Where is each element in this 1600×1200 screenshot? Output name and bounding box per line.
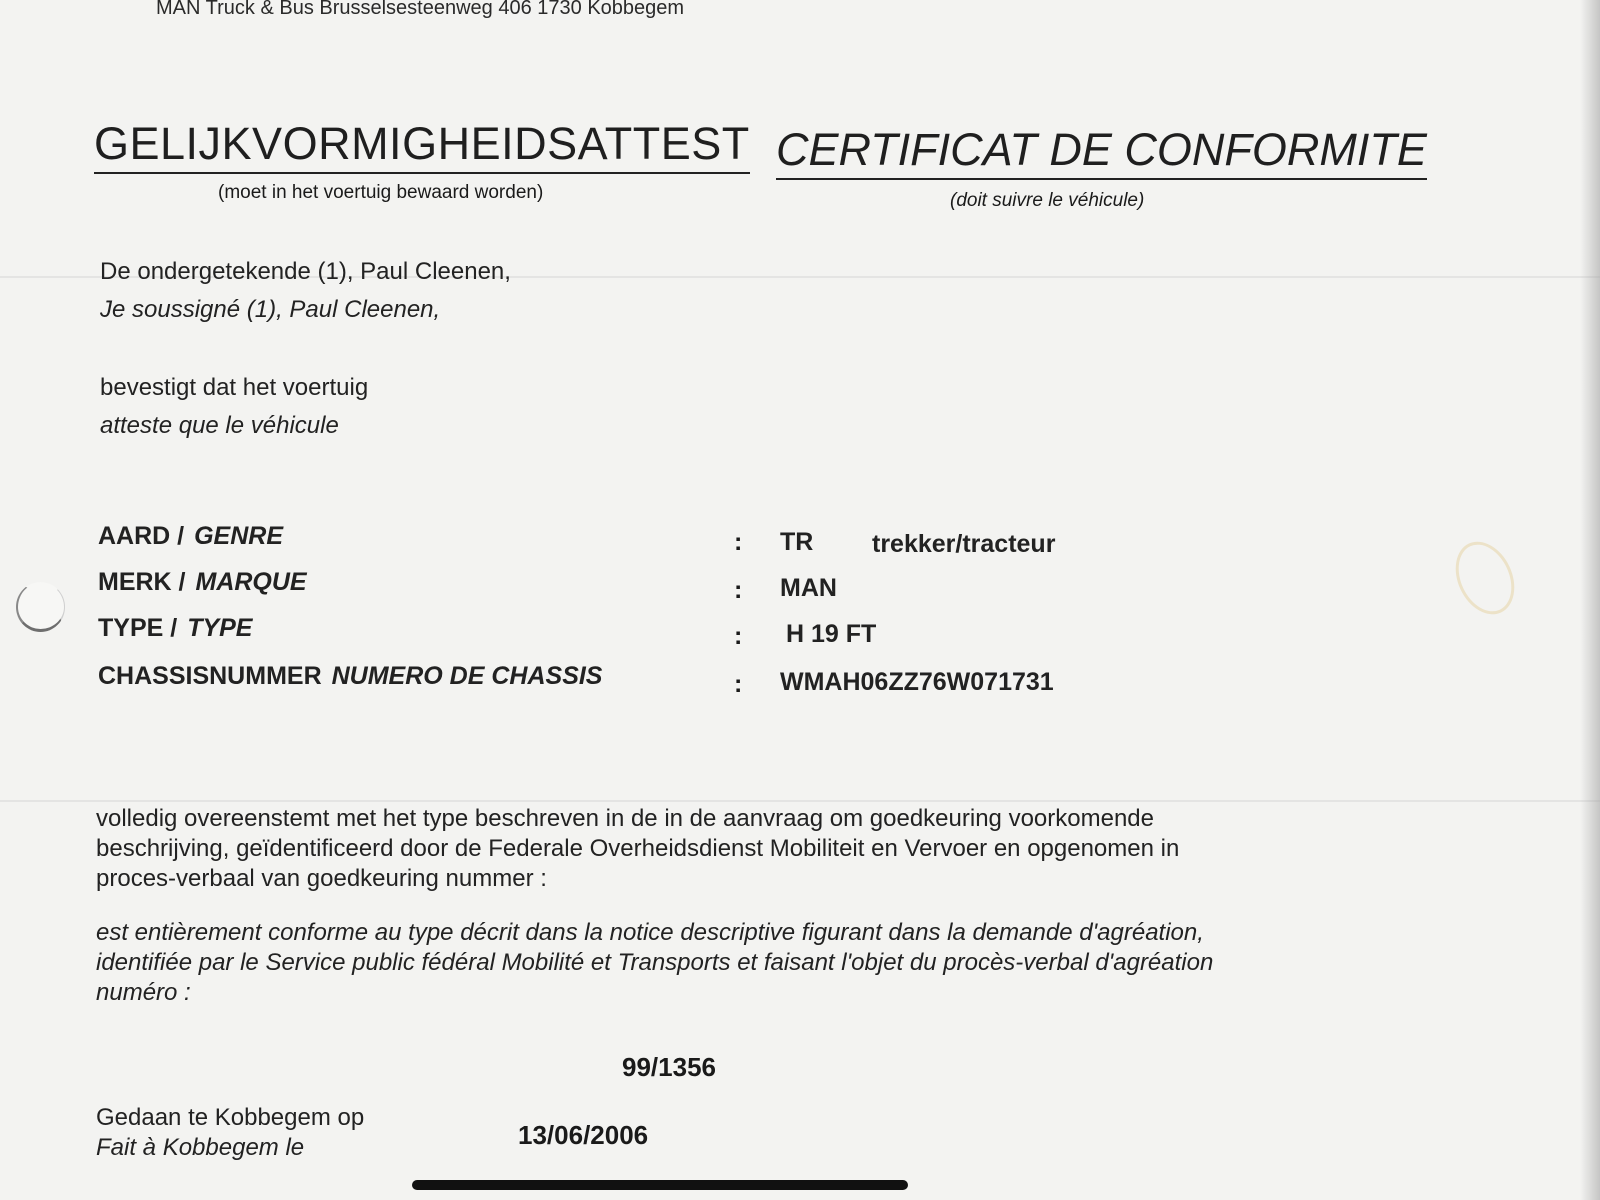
field-colon: : (734, 670, 743, 698)
field-value-chassis: WMAH06ZZ76W071731 (780, 668, 1054, 696)
paragraph-line: proces-verbaal van goedkeuring nummer : (96, 865, 547, 892)
place-dutch: Gedaan te Kobbegem op (96, 1104, 365, 1131)
field-label-type (98, 614, 252, 643)
paragraph-line: beschrijving, geïdentificeerd door de Federale Overheidsdienst Mobiliteit en Vervoer en opgenomen in (96, 835, 1180, 862)
paragraph-line: identifiée par le Service public fédéral Mobilité et Transports et faisant l'objet du procès-verbal d'agréation (96, 949, 1214, 976)
field-label-brand (98, 568, 307, 597)
field-colon: : (734, 622, 743, 650)
confirm-french: atteste que le véhicule (100, 412, 339, 439)
paper-fold-line (0, 800, 1600, 802)
field-colon: : (734, 528, 743, 556)
field-colon: : (734, 576, 743, 604)
home-indicator-bar[interactable] (412, 1180, 908, 1190)
field-label-french: GENRE (194, 522, 284, 550)
signer-dutch: De ondergetekende (1), Paul Cleenen, (100, 258, 511, 285)
field-label-french: MARQUE (195, 568, 307, 596)
title-dutch: GELIJKVORMIGHEIDSATTEST (94, 118, 750, 174)
paragraph-line: numéro : (96, 979, 191, 1006)
issue-date: 13/06/2006 (518, 1120, 649, 1150)
field-label-dutch: MERK / (98, 568, 186, 596)
field-value-type: H 19 FT (786, 620, 877, 648)
field-label-french: NUMERO DE CHASSIS (331, 662, 603, 690)
conformity-paragraph-dutch (96, 804, 1179, 894)
field-label-french: TYPE (187, 614, 253, 642)
field-value-genre: TR (780, 528, 814, 556)
stain-mark (1444, 532, 1525, 624)
approval-number: 99/1356 (622, 1052, 716, 1082)
place-french: Fait à Kobbegem le (96, 1134, 305, 1161)
field-label-chassis (98, 662, 603, 691)
paragraph-line: volledig overeenstemt met het type beschreven in de in de aanvraag om goedkeuring voorkomende (96, 805, 1154, 832)
field-label-genre (98, 522, 283, 551)
field-value-genre-description: trekker/tracteur (872, 530, 1056, 558)
paragraph-line: est entièrement conforme au type décrit dans la notice descriptive figurant dans la demande d'agréation, (96, 919, 1204, 946)
signer-french: Je soussigné (1), Paul Cleenen, (100, 296, 441, 323)
field-value-brand: MAN (780, 574, 837, 602)
field-label-dutch: CHASSISNUMMER (98, 662, 322, 690)
subtitle-dutch: (moet in het voertuig bewaard worden) (218, 182, 544, 203)
title-french: CERTIFICAT DE CONFORMITE (776, 124, 1427, 180)
page-edge-shadow (1580, 0, 1600, 1200)
confirm-dutch: bevestigt dat het voertuig (100, 374, 369, 401)
field-label-dutch: TYPE / (98, 614, 178, 642)
punch-hole (16, 582, 65, 632)
subtitle-french: (doit suivre le véhicule) (950, 190, 1145, 211)
field-label-dutch: AARD / (98, 522, 185, 550)
letterhead: MAN Truck & Bus Brusselsesteenweg 406 1730 Kobbegem (156, 0, 685, 19)
conformity-paragraph-french (96, 918, 1213, 1008)
